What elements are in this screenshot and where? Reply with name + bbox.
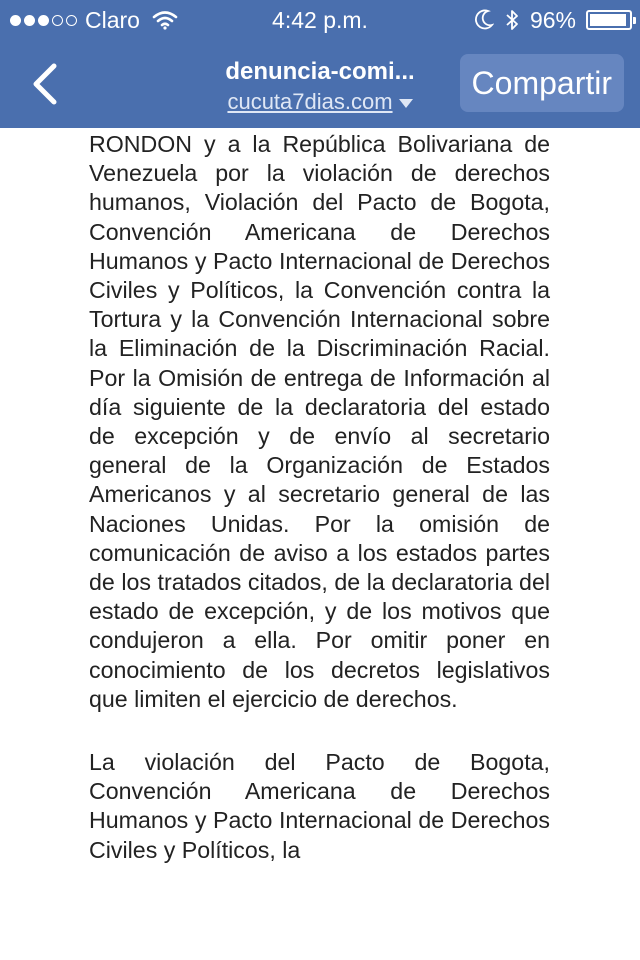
- title-block[interactable]: [190, 56, 450, 116]
- back-button[interactable]: [28, 62, 64, 106]
- navigation-bar: [0, 40, 640, 128]
- moon-icon: [474, 9, 494, 31]
- domain-selector[interactable]: [190, 88, 450, 116]
- chevron-down-icon: [399, 99, 413, 108]
- status-bar: [0, 0, 640, 40]
- article-content: [89, 130, 550, 865]
- domain-link[interactable]: cucuta7dias.com: [227, 89, 393, 114]
- article-paragraph: La violación del Pacto de Bogota, Convención Americana de Derechos Humanos y Pacto Internacional de Derechos Civiles y Políticos, la: [89, 749, 550, 863]
- carrier-name: Claro: [85, 7, 140, 33]
- article-paragraph: RONDON y a la República Bolivariana de Venezuela por la violación de derechos humanos, Violación del Pacto de Bogota, Convención Americana de Derechos Humanos y Pacto Internacional de Derechos Civiles y Políticos, la Convención contra la Tortura y la Convención Internacional sobre la Eliminación de la Discriminación Racial. Por la Omisión de entrega de Información al día siguiente de la declaratoria del estado de excepción y de envío al secretario general de la Organización de Estados Americanos y al secretario general de las Naciones Unidas. Por la omisión de comunicación de aviso a los estados partes de los tratados citados, de la declaratoria del estado de excepción, y de los motivos que condujeron a ella. Por omitir poner en conocimiento de los decretos legislativos que limiten el ejercicio de derechos.: [89, 131, 550, 712]
- share-button[interactable]: Compartir: [460, 54, 624, 112]
- bluetooth-icon: [504, 8, 520, 32]
- battery-percent: 96%: [529, 7, 576, 33]
- status-time: 4:42 p.m.: [272, 7, 368, 33]
- top-bar: [0, 0, 640, 128]
- page-title: denuncia-comi...: [225, 58, 415, 85]
- battery-icon: [586, 10, 632, 30]
